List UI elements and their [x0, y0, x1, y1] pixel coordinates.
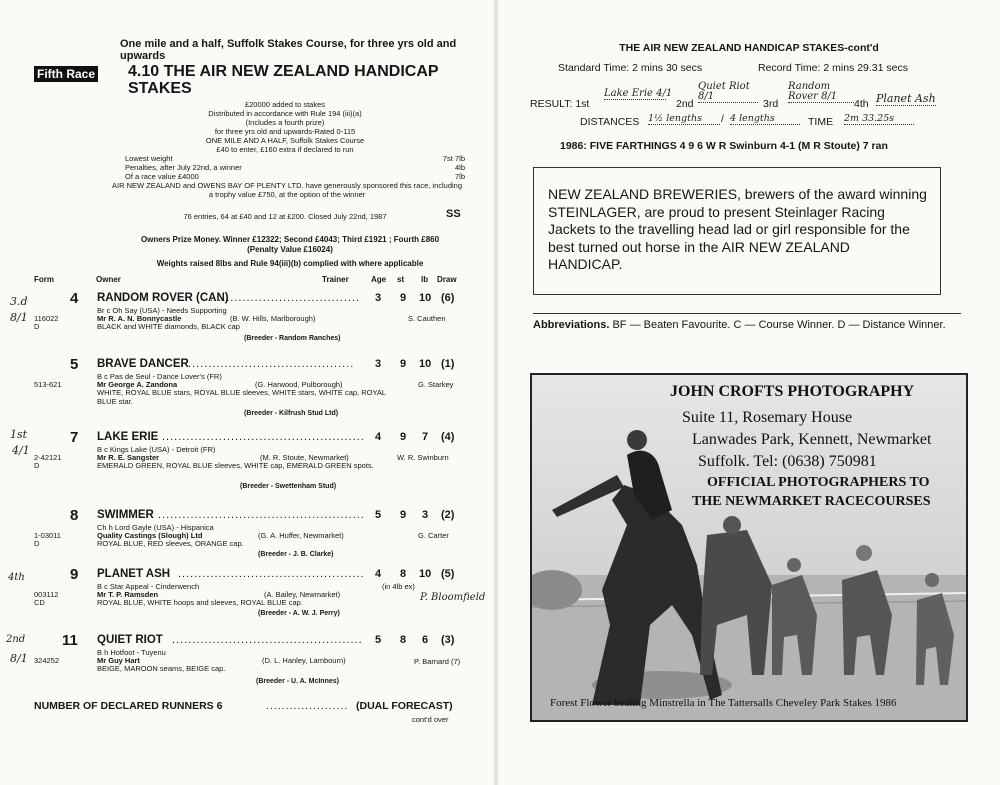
horse-name: BRAVE DANCER [97, 358, 189, 370]
owner: Mr R. A. N. Bonnycastle [97, 314, 182, 323]
header-trainer: Trainer [322, 275, 349, 284]
runner-age: 4 [375, 568, 382, 580]
jockey: P. Barnard (7) [414, 657, 461, 666]
horse-name: LAKE ERIE [97, 431, 159, 443]
race-title: 4.10 THE AIR NEW ZEALAND HANDICAP STAKES [128, 63, 439, 97]
time-label: TIME [808, 116, 834, 128]
horse-name: PLANET ASH [97, 568, 171, 580]
runner-lb: 10 [419, 358, 432, 370]
form-figures: 116022 [34, 314, 59, 323]
prize-money: Owners Prize Money. Winner £12322; Second £4043; Third £1921 ; Fourth £860 [140, 235, 440, 244]
runner-draw: (5) [441, 568, 455, 580]
header-lb: lb [421, 275, 429, 284]
form-figures: 2-42121 [34, 453, 62, 462]
condition-line: (Includes a fourth prize) [245, 118, 325, 127]
entries-text: 76 entries, 64 at £40 and 12 at £200. Closed July 22nd, 1987 [183, 212, 387, 221]
header-form: Form [34, 275, 54, 284]
breeder: (Breeder - Kilfrush Stud Ltd) [244, 410, 339, 417]
breeder: (Breeder - U. A. McInnes) [256, 678, 339, 685]
runner-age: 3 [375, 358, 382, 370]
runner-st: 8 [400, 634, 407, 646]
colours: BEIGE, MAROON seams, BEIGE cap. [97, 664, 226, 673]
leader-dots: .................................................. [162, 431, 365, 443]
weights-raised: Weights raised 8lbs and Rule 94(iii)(b) complied with where applicable [156, 259, 424, 268]
breeding: Br c Oh Say (USA) - Needs Supporting [97, 306, 227, 315]
runner-number: 5 [70, 356, 79, 373]
breeding: Ch h Lord Gayle (USA) - Hispanica [97, 523, 214, 532]
distances-label: DISTANCES [580, 116, 640, 128]
abbreviations: Abbreviations. BF — Beaten Favourite. C — Course Winner. D — Distance Winner. [533, 319, 946, 331]
runner-number: 4 [70, 290, 79, 307]
colours: BLACK and WHITE diamonds, BLACK cap [97, 322, 240, 331]
runner-st: 8 [400, 568, 407, 580]
breeding: B c Pas de Seul - Dance Lover's (FR) [97, 372, 222, 381]
header-owner: Owner [96, 275, 121, 284]
runner-age: 5 [375, 634, 382, 646]
runner-number: 7 [70, 429, 79, 446]
runner-number: 9 [70, 566, 79, 583]
leader-dots: ............................................... [172, 634, 363, 646]
owner: Mr R. E. Sangster [97, 453, 160, 462]
leader-dots: ..................................... [210, 292, 361, 304]
runner-number: 8 [70, 507, 79, 524]
jockey: W. R. Swinburn [397, 453, 449, 462]
last-year-result: 1986: FIVE FARTHINGS 4 9 6 W R Swinburn 4-1 (M R Stoute) 7 ran [560, 140, 888, 152]
trainer: (D. L. Hanley, Lambourn) [262, 656, 346, 665]
breeder: (Breeder - A. W. J. Perry) [258, 610, 340, 617]
jockey: P. Bloomfield [420, 592, 486, 603]
ad-official-2: THE NEWMARKET RACECOURSES [692, 494, 931, 509]
result-fourth-hand: Planet Ash [876, 92, 936, 105]
horse-name: RANDOM ROVER (CAN) [97, 292, 229, 304]
result-third-label: 3rd [763, 98, 779, 110]
trainer: (A. Bailey, Newmarket) [264, 590, 341, 599]
runner-lb: 10 [419, 568, 432, 580]
owner: Mr George A. Zandona [97, 380, 178, 389]
runner-draw: (1) [441, 358, 455, 370]
result-second-hand: Quiet Riot 8/1 [698, 82, 758, 103]
runner-age: 3 [375, 292, 382, 304]
runner-lb: 7 [422, 431, 429, 443]
trainer: (G. Harwood, Pulborough) [255, 380, 343, 389]
leader-dots: .............................................. [178, 568, 365, 580]
condition-line: £40 to enter, £160 extra if declared to run [216, 145, 354, 154]
ad-address-3: Suffolk. Tel: (0638) 750981 [698, 453, 877, 470]
colours: ROYAL BLUE, WHITE hoops and sleeves, ROYAL BLUE cap. [97, 598, 303, 607]
distance-separator: / [721, 114, 724, 125]
ad-address-1: Suite 11, Rosemary House [682, 409, 853, 426]
handwritten-place: 4th [8, 572, 25, 583]
weight-row: Lowest weight 7st 7lb [125, 154, 465, 163]
result-first-label: RESULT: 1st [530, 98, 590, 110]
runner-draw: (6) [441, 292, 455, 304]
form-figures: 324252 [34, 656, 60, 665]
owner: Quality Castings (Slough) Ltd [97, 531, 203, 540]
trainer: (G. A. Huffer, Newmarket) [258, 531, 344, 540]
results-title: THE AIR NEW ZEALAND HANDICAP STAKES-cont'd [619, 42, 879, 54]
form-code: D [34, 322, 40, 331]
form-figures: 1-03011 [34, 531, 61, 540]
condition-line: for three yrs old and upwards-Rated 0-115 [214, 127, 356, 136]
header-age: Age [371, 275, 387, 284]
weight-row: Penalties, after July 22nd, a winner 4lb [125, 163, 465, 172]
record-time: Record Time: 2 mins 29.31 secs [758, 62, 908, 74]
condition-line: £20000 added to stakes [244, 100, 326, 109]
distance-2-hand: 4 lengths [730, 113, 800, 125]
left-page [0, 0, 494, 785]
condition-line: Distributed in accordance with Rule 194 (iii)(a) [208, 109, 362, 118]
handwritten-place: 2nd [6, 634, 26, 645]
ad-official-1: OFFICIAL PHOTOGRAPHERS TO [707, 475, 930, 490]
leader-dots: ......................................... [188, 358, 355, 370]
form-code: CD [34, 598, 45, 607]
breeder: (Breeder - Swettenham Stud) [240, 483, 337, 490]
result-second-label: 2nd [676, 98, 694, 110]
colours: ROYAL BLUE, RED sleeves, ORANGE cap. [97, 539, 244, 548]
race-intro: One mile and a half, Suffolk Stakes Course, for three yrs old and upwards [120, 38, 457, 62]
runner-draw: (2) [441, 509, 455, 521]
ad-address-2: Lanwades Park, Kennett, Newmarket [692, 431, 932, 448]
handwritten-place: 1st [10, 428, 28, 441]
breeder: (Breeder - Random Ranches) [244, 335, 341, 342]
handwritten-place: 3.d [10, 295, 28, 308]
runner-draw: (4) [441, 431, 455, 443]
header-st: st [397, 275, 405, 284]
runner-draw: (3) [441, 634, 455, 646]
handwritten-odds: 8/1 [10, 311, 28, 324]
form-code: D [34, 539, 40, 548]
result-third-hand: Random Rover 8/1 [788, 82, 854, 103]
race-time-hand: 2m 33.25s [844, 113, 914, 125]
result-fourth-label: 4th [854, 98, 869, 110]
runner-st: 9 [400, 358, 407, 370]
runner-st: 9 [400, 509, 407, 521]
owner: Mr T. P. Ramsden [97, 590, 159, 599]
runner-lb: 3 [422, 509, 429, 521]
leader-dots: ................................................... [158, 509, 365, 521]
colours: EMERALD GREEN, ROYAL BLUE sleeves, WHITE cap, EMERALD GREEN spots. [97, 461, 374, 470]
condition-line: ONE MILE AND A HALF, Suffolk Stakes Course [205, 136, 365, 145]
jockey: G. Carter [418, 531, 449, 540]
runner-lb: 10 [419, 292, 432, 304]
race-label: Fifth Race [34, 66, 98, 82]
trainer: (B. W. Hills, Marlborough) [230, 314, 316, 323]
sponsor-box-text: NEW ZEALAND BREWERIES, brewers of the award winning STEINLAGER, are proud to present Steinlager Racing Jackets to the travelling head lad or girl responsible for the best turned out horse in the AIR NEW ZEALAND HANDICAP. [548, 186, 927, 272]
runner-age: 5 [375, 509, 382, 521]
horse-name: SWIMMER [97, 509, 154, 521]
handwritten-odds: 8/1 [10, 652, 28, 665]
continued-note: cont'd over [412, 715, 449, 724]
distance-1-hand: 1½ lengths [648, 113, 720, 125]
breeding: B h Hotfoot - Tuyenu [97, 648, 166, 657]
breeding: B c Star Appeal - Cinderwench [97, 582, 200, 591]
owner: Mr Guy Hart [97, 656, 140, 665]
jockey: G. Starkey [418, 380, 454, 389]
standard-time: Standard Time: 2 mins 30 secs [558, 62, 703, 74]
declared-runners: NUMBER OF DECLARED RUNNERS 6 [34, 700, 223, 712]
ss-mark: SS [446, 208, 461, 220]
photo-caption: Forest Flower beating Minstrella in The Tattersalls Cheveley Park Stakes 1986 [550, 697, 897, 709]
form-figures: 513-621 [34, 380, 62, 389]
result-first-hand: Lake Erie 4/1 [604, 88, 673, 99]
horse-name: QUIET RIOT [97, 634, 163, 646]
divider [533, 313, 961, 314]
penalty-value: (Penalty Value £16024) [247, 245, 333, 254]
colours: WHITE, ROYAL BLUE stars, ROYAL BLUE sleeves, WHITE stars, WHITE cap, ROYAL BLUE star. [97, 388, 386, 406]
weight-allowance: (in 4lb ex) [382, 582, 415, 591]
runner-age: 4 [375, 431, 382, 443]
runner-st: 9 [400, 292, 407, 304]
trainer: (M. R. Stoute, Newmarket) [260, 453, 349, 462]
sponsor-text: AIR NEW ZEALAND and OWENS BAY OF PLENTY LTD. have generously sponsored this race, including a trophy value £750, at the option of the winner [112, 181, 463, 199]
ad-company: JOHN CROFTS PHOTOGRAPHY [670, 383, 915, 400]
form-figures: 003112 [34, 590, 59, 599]
jockey: S. Cauthen [408, 314, 446, 323]
breeding: B c Kings Lake (USA) - Detroit (FR) [97, 445, 216, 454]
breeder: (Breeder - J. B. Clarke) [258, 551, 334, 558]
leader-dots: ..................... [266, 700, 349, 712]
advertisement-photo [530, 373, 968, 722]
form-code: D [34, 461, 40, 470]
runner-number: 11 [62, 632, 78, 649]
handwritten-odds: 4/1 [12, 444, 30, 457]
runner-st: 9 [400, 431, 407, 443]
sponsor-box [533, 167, 941, 295]
runner-lb: 6 [422, 634, 429, 646]
weight-row: Of a race value £4000 7lb [125, 172, 465, 181]
dual-forecast: (DUAL FORECAST) [356, 700, 453, 712]
header-draw: Draw [437, 275, 457, 284]
